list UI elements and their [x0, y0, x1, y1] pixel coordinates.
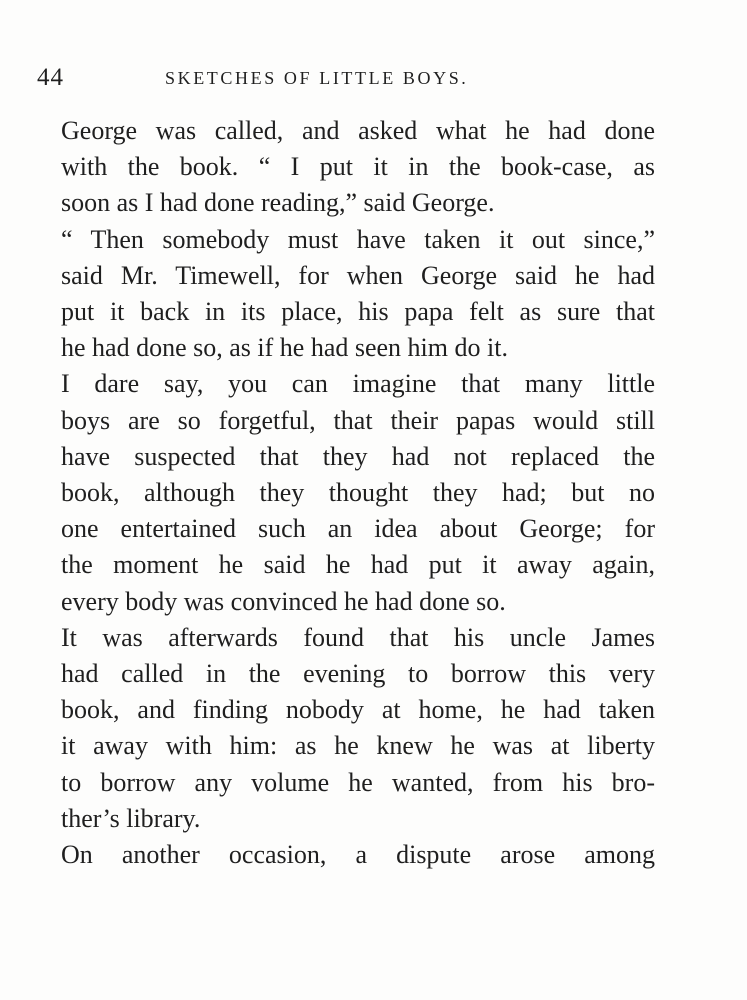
text-line: the moment he said he had put it away again, [61, 550, 655, 580]
text-line: I dare say, you can imagine that many little [61, 369, 655, 399]
text-line: “ Then somebody must have taken it out since,” [61, 224, 655, 254]
text-line: have suspected that they had not replaced the [61, 441, 655, 471]
text-line: one entertained such an idea about George; for [61, 514, 655, 544]
text-line: put it back in its place, his papa felt as sure that [61, 297, 655, 327]
text-line: On another occasion, a dispute arose among [61, 840, 655, 870]
page-number: 44 [37, 64, 64, 91]
text-line: said Mr. Timewell, for when George said he had [61, 260, 655, 290]
text-line: he had done so, as if he had seen him do it. [61, 333, 508, 363]
text-line: boys are so forgetful, that their papas would still [61, 405, 655, 435]
text-line: ther’s library. [61, 803, 201, 833]
paragraph-3 [34, 366, 655, 619]
text-line: book, although they thought they had; but no [61, 478, 655, 508]
text-line: it away with him: as he knew he was at liberty [61, 731, 655, 761]
running-head [37, 64, 657, 104]
paragraph-1 [34, 113, 655, 222]
text-line: soon as I had done reading,” said George. [61, 188, 495, 218]
text-line: to borrow any volume he wanted, from his bro- [61, 767, 655, 797]
text-line: book, and finding nobody at home, he had taken [61, 695, 655, 725]
paragraph-4 [34, 620, 655, 837]
text-line: George was called, and asked what he had done [61, 116, 655, 145]
text-line: every body was convinced he had done so. [61, 586, 506, 616]
text-line: It was afterwards found that his uncle James [61, 622, 655, 652]
text-line: with the book. “ I put it in the book-case, as [61, 152, 655, 182]
running-title: SKETCHES OF LITTLE BOYS. [165, 68, 469, 88]
body-text [34, 113, 655, 873]
paragraph-2 [34, 222, 655, 367]
text-line: had called in the evening to borrow this very [61, 659, 655, 689]
paragraph-5 [34, 837, 655, 873]
